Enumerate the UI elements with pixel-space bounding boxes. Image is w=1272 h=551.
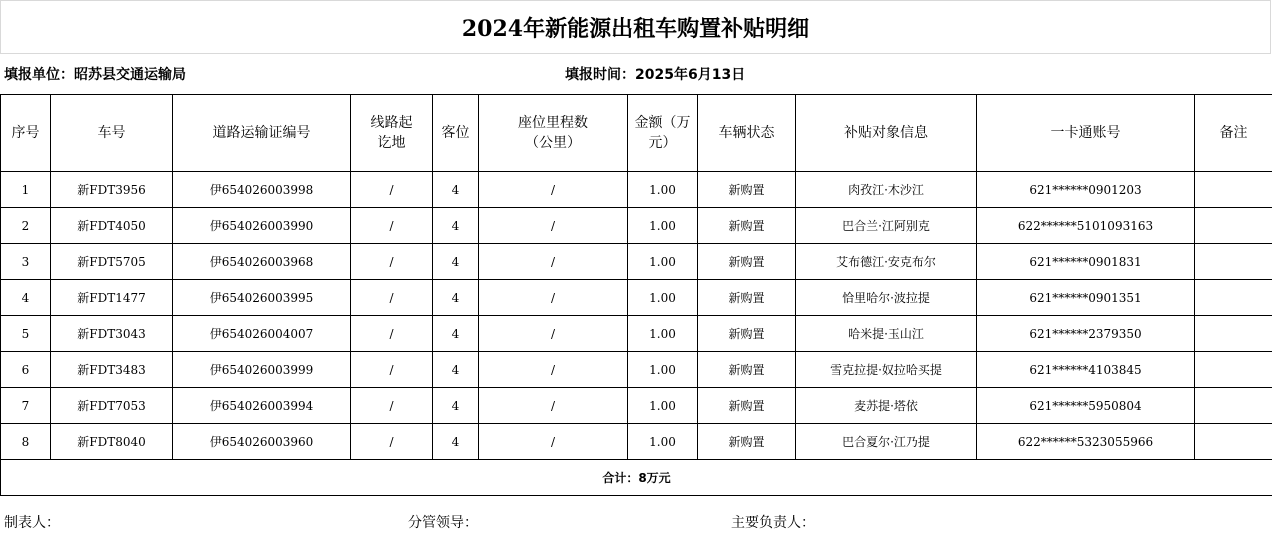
cell-status: 新购置 <box>698 172 796 208</box>
cell-recipient: 雪克拉提·奴拉哈买提 <box>796 352 977 388</box>
table-row <box>1 316 1272 352</box>
cell-amount: 1.00 <box>628 244 698 280</box>
cell-recipient: 巴合夏尔·江乃提 <box>796 424 977 460</box>
cell-account: 621******0901831 <box>977 244 1195 280</box>
preparer-label: 制表人： <box>4 515 60 531</box>
cell-route: / <box>351 424 433 460</box>
cell-recipient: 巴合兰·江阿别克 <box>796 208 977 244</box>
cell-seats: 4 <box>433 388 479 424</box>
cell-route: / <box>351 316 433 352</box>
table-row <box>1 388 1272 424</box>
cell-route: / <box>351 208 433 244</box>
cell-mileage: / <box>479 280 628 316</box>
cell-remark <box>1195 316 1272 352</box>
cell-permit: 伊654026003999 <box>173 352 351 388</box>
cell-permit: 伊654026003990 <box>173 208 351 244</box>
cell-seats: 4 <box>433 172 479 208</box>
cell-account: 622******5323055966 <box>977 424 1195 460</box>
cell-mileage: / <box>479 316 628 352</box>
cell-route: / <box>351 172 433 208</box>
col-header-remark: 备注 <box>1195 95 1272 172</box>
cell-recipient: 肉孜江·木沙江 <box>796 172 977 208</box>
cell-seats: 4 <box>433 280 479 316</box>
cell-mileage: / <box>479 424 628 460</box>
cell-mileage: / <box>479 388 628 424</box>
cell-plate: 新FDT3956 <box>51 172 173 208</box>
cell-permit: 伊654026004007 <box>173 316 351 352</box>
table-header-row <box>1 95 1272 172</box>
cell-permit: 伊654026003998 <box>173 172 351 208</box>
cell-account: 622******5101093163 <box>977 208 1195 244</box>
cell-permit: 伊654026003994 <box>173 388 351 424</box>
cell-amount: 1.00 <box>628 424 698 460</box>
cell-remark <box>1195 388 1272 424</box>
cell-mileage: / <box>479 208 628 244</box>
cell-route: / <box>351 352 433 388</box>
cell-status: 新购置 <box>698 316 796 352</box>
cell-seats: 4 <box>433 208 479 244</box>
cell-plate: 新FDT4050 <box>51 208 173 244</box>
cell-recipient: 艾布德江·安克布尔 <box>796 244 977 280</box>
cell-recipient: 恰里哈尔·波拉提 <box>796 280 977 316</box>
cell-plate: 新FDT3483 <box>51 352 173 388</box>
table-row <box>1 208 1272 244</box>
col-header-recipient: 补贴对象信息 <box>796 95 977 172</box>
cell-no: 2 <box>1 208 51 244</box>
cell-seats: 4 <box>433 244 479 280</box>
table-row <box>1 424 1272 460</box>
col-header-permit: 道路运输证编号 <box>173 95 351 172</box>
col-header-plate: 车号 <box>51 95 173 172</box>
cell-amount: 1.00 <box>628 388 698 424</box>
table-row <box>1 280 1272 316</box>
cell-account: 621******0901351 <box>977 280 1195 316</box>
cell-no: 4 <box>1 280 51 316</box>
cell-remark <box>1195 208 1272 244</box>
cell-status: 新购置 <box>698 244 796 280</box>
cell-permit: 伊654026003968 <box>173 244 351 280</box>
cell-amount: 1.00 <box>628 208 698 244</box>
cell-seats: 4 <box>433 424 479 460</box>
cell-account: 621******0901203 <box>977 172 1195 208</box>
cell-no: 6 <box>1 352 51 388</box>
cell-account: 621******2379350 <box>977 316 1195 352</box>
cell-mileage: / <box>479 244 628 280</box>
cell-remark <box>1195 172 1272 208</box>
subsidy-table <box>0 94 1272 496</box>
total-row <box>1 460 1272 496</box>
cell-amount: 1.00 <box>628 172 698 208</box>
cell-plate: 新FDT8040 <box>51 424 173 460</box>
cell-no: 8 <box>1 424 51 460</box>
cell-remark <box>1195 424 1272 460</box>
reporting-unit: 填报单位：昭苏县交通运输局 <box>4 67 186 83</box>
cell-status: 新购置 <box>698 208 796 244</box>
cell-remark <box>1195 244 1272 280</box>
cell-permit: 伊654026003995 <box>173 280 351 316</box>
cell-recipient: 麦苏提·塔依 <box>796 388 977 424</box>
cell-permit: 伊654026003960 <box>173 424 351 460</box>
cell-account: 621******4103845 <box>977 352 1195 388</box>
cell-plate: 新FDT5705 <box>51 244 173 280</box>
col-header-mileage: 座位里程数（公里） <box>479 95 628 172</box>
supervisor-label: 分管领导： <box>408 515 478 531</box>
col-header-seats: 客位 <box>433 95 479 172</box>
cell-status: 新购置 <box>698 352 796 388</box>
cell-no: 5 <box>1 316 51 352</box>
cell-no: 3 <box>1 244 51 280</box>
reporting-time: 填报时间：2025年6月13日 <box>565 67 746 83</box>
col-header-route: 线路起讫地 <box>351 95 433 172</box>
col-header-amount: 金额（万元） <box>628 95 698 172</box>
page-title: 2024年新能源出租车购置补贴明细 <box>0 0 1271 54</box>
cell-no: 1 <box>1 172 51 208</box>
cell-no: 7 <box>1 388 51 424</box>
cell-status: 新购置 <box>698 280 796 316</box>
col-header-account: 一卡通账号 <box>977 95 1195 172</box>
col-header-no: 序号 <box>1 95 51 172</box>
cell-account: 621******5950804 <box>977 388 1195 424</box>
cell-route: / <box>351 388 433 424</box>
table-row <box>1 244 1272 280</box>
cell-remark <box>1195 352 1272 388</box>
total-cell: 合计：8万元 <box>1 460 1272 496</box>
cell-mileage: / <box>479 352 628 388</box>
cell-plate: 新FDT7053 <box>51 388 173 424</box>
cell-mileage: / <box>479 172 628 208</box>
cell-amount: 1.00 <box>628 316 698 352</box>
cell-remark <box>1195 280 1272 316</box>
cell-amount: 1.00 <box>628 352 698 388</box>
cell-recipient: 哈米提·玉山江 <box>796 316 977 352</box>
cell-status: 新购置 <box>698 388 796 424</box>
table-row <box>1 352 1272 388</box>
col-header-status: 车辆状态 <box>698 95 796 172</box>
principal-label: 主要负责人： <box>731 515 815 531</box>
cell-plate: 新FDT3043 <box>51 316 173 352</box>
cell-seats: 4 <box>433 316 479 352</box>
table-row <box>1 172 1272 208</box>
cell-status: 新购置 <box>698 424 796 460</box>
cell-seats: 4 <box>433 352 479 388</box>
cell-plate: 新FDT1477 <box>51 280 173 316</box>
cell-amount: 1.00 <box>628 280 698 316</box>
cell-route: / <box>351 244 433 280</box>
cell-route: / <box>351 280 433 316</box>
